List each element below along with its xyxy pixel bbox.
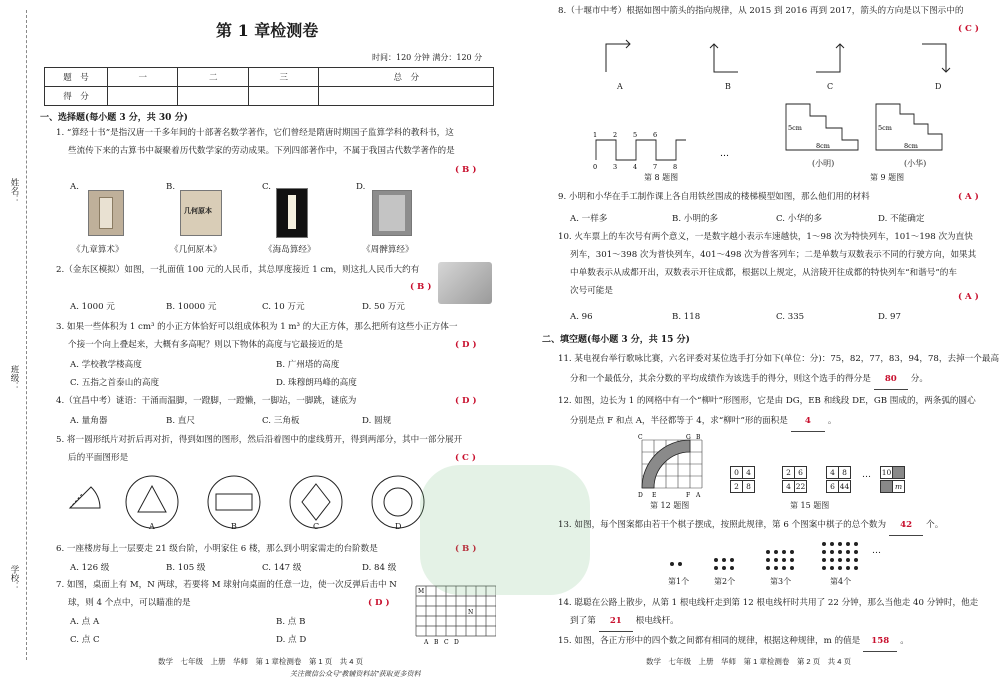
q2-option: D. 50 万元 [362,302,405,312]
q10-option: B. 118 [672,312,701,322]
time-score-meta: 时间：120 分钟 满分：120 分 [372,53,483,62]
book-cover-jihe [180,190,222,236]
q13-label: 第3个 [770,577,792,586]
size-label: 8cm [904,142,918,150]
dot [730,558,734,562]
grid-label-c: C [444,639,449,644]
q4-option: C. 三角板 [262,416,300,426]
grid-bottom-label: E [652,492,657,499]
q15-cell: 2 [782,466,795,479]
q8-caption: 第 8 题图 [644,173,679,182]
q15-cell: 4 [782,480,795,493]
q15-cell: 44 [839,482,850,491]
q1-letter: D. [356,182,366,192]
q14-answer-blank[interactable]: 21 [599,612,633,632]
q7-option: B. 点 B [276,617,306,627]
q8-line1: 8.（十堰市中考）根据如图中箭头的指向规律，从 2015 到 2016 再到 2017，箭头的方向是以下图示中的 [558,6,964,16]
q10-option: C. 335 [776,312,805,322]
q5-letter: B [231,522,237,531]
axis-label: 0 [593,163,598,171]
q4-option: A. 量角器 [70,416,108,426]
axis-label: 8 [673,163,678,171]
q1-answer: ( B ) [455,165,477,175]
score-header-cell: 总 分 [319,68,494,87]
grid-top-label: B [696,434,701,441]
q12-line1: 12. 如图，边长为 1 的网格中有一个“柳叶”形图形，它是由 DG，EB 和线段 DE，GB 围成的，两条弧的圆心 [558,396,976,406]
axis-label: 1 [593,131,598,139]
side-label-name: 姓名： [9,178,19,204]
q12-text-b: 。 [827,416,837,426]
q1-line2: 些流传下来的古算书中凝聚着历代数学家的劳动成果。下列四部著作中，不属于我国古代数学著作的是 [68,146,455,156]
score-table [44,67,494,106]
q15-cell: 22 [795,482,806,491]
q8-ellipsis: … [720,149,729,159]
dot [782,566,786,570]
q15-cell: 6 [794,466,807,479]
dot [846,566,850,570]
q10-line1: 10. 火车票上的车次号有两个意义，一是数字越小表示车速越快，1～98 次为特快列车，101～198 次为直快 [558,232,973,242]
q13-ellipsis: … [872,546,881,556]
grid-label-n: N [468,609,474,616]
q15-cell: 4 [742,466,755,479]
q15-line1 [558,632,909,652]
q12-willow-leaf-figure [636,434,706,500]
q14-text-b: 根电线杆。 [635,616,679,626]
dot [846,550,850,554]
q15-caption: 第 15 题图 [790,501,830,510]
q9-option: C. 小华的多 [776,214,823,224]
q15-cell: 4 [826,466,839,479]
q9-option: B. 小明的多 [672,214,719,224]
q13-answer-blank[interactable]: 42 [889,516,923,536]
q15-text-b: 。 [900,636,909,646]
q5-letter: D [395,522,402,531]
q10-option: A. 96 [570,312,593,322]
dot [822,542,826,546]
dot [846,558,850,562]
dot [670,562,674,566]
q3-line2: 个接一个向上叠起来，大概有多高呢？则以下物体的高度与它最接近的是 [68,340,344,350]
size-label: 8cm [816,142,830,150]
q10-line2: 列车，301～398 次为普快列车，401～498 次为普客列车；二是单数与双数表示不同的行驶方向，如果其 [570,250,977,260]
grid-label-m: M [418,588,425,595]
dot [782,558,786,562]
q1-name: 《海岛算经》 [264,245,316,255]
q13-label: 第1个 [668,577,690,586]
q1-name: 《周髀算经》 [362,245,414,255]
q14-text-a: 到了第 [570,616,596,626]
dot [838,550,842,554]
axis-label: 3 [613,163,618,171]
score-cell[interactable] [248,87,318,106]
q14-line2 [570,612,679,632]
q15-cell: 10 [881,468,892,477]
side-label-school: 学校： [9,565,19,591]
dot [722,558,726,562]
q3-option: A. 学校教学楼高度 [70,360,142,370]
bottom-note: 关注微信公众号“教辅资料站”获取更多资料 [290,671,421,678]
q7-option: D. 点 D [276,635,307,645]
q15-cell [892,466,905,479]
grid-label-d: D [454,639,459,644]
grid-bottom-label: D [638,492,643,499]
q4-answer: ( D ) [455,396,477,406]
dot [822,558,826,562]
dot [790,566,794,570]
q7-option: C. 点 C [70,635,100,645]
axis-label: 7 [653,163,658,171]
q3-answer: ( D ) [455,340,477,350]
q14-line1: 14. 聪聪在公路上散步，从第 1 根电线杆走到第 12 根电线杆时共用了 22 分钟，那么当他走 40 分钟时，他走 [558,598,979,608]
dot [766,558,770,562]
q1-letter: B. [166,182,176,192]
dot [790,558,794,562]
banknote-stack-image [438,262,492,304]
q2-option: A. 1000 元 [70,302,115,312]
dot [846,542,850,546]
book-cover-jiuzhang [88,190,124,236]
q10-answer: ( A ) [958,292,979,302]
book-cover-haidao [276,188,308,238]
q12-text-a: 分别是点 F 和点 A，半径都等于 4，求“柳叶”形的面积是 [570,416,788,426]
dot [774,566,778,570]
q9-owner-label: (小明) [812,159,835,168]
dot [766,550,770,554]
q11-line2 [570,370,928,390]
q13-label: 第4个 [830,577,852,586]
dot [854,566,858,570]
grid-bottom-label: A [696,492,701,499]
q9-answer: ( A ) [958,192,979,202]
dot [730,566,734,570]
q5-answer: ( C ) [455,453,476,463]
dot [714,558,718,562]
dot [774,558,778,562]
q5-line2: 后的平面图形是 [68,453,129,463]
q4-option: D. 圆规 [362,416,392,426]
dot [830,550,834,554]
cut-line [26,10,27,660]
q2-option: B. 10000 元 [166,302,217,312]
q5-letter: C [313,522,320,531]
q6-line1: 6. 一座楼房每上一层要走 21 级台阶，小明家住 6 楼，那么到小明家需走的台阶数是 [56,544,378,554]
dot [854,542,858,546]
dot [678,562,682,566]
axis-label: 5 [633,131,638,139]
q15-ellipsis: … [862,470,871,480]
dot [854,558,858,562]
q8-letter: D [935,82,942,91]
q11-text-b: 分。 [910,374,928,384]
q1-letter: C. [262,182,272,192]
q3-option: B. 广州塔的高度 [276,360,340,370]
q15-cell: 2 [730,480,743,493]
axis-label: 6 [653,131,658,139]
q15-cell: 8 [838,466,851,479]
dot [790,550,794,554]
right-page [500,0,1000,680]
score-cell[interactable] [108,87,178,106]
q10-line4: 次号可能是 [570,286,613,296]
dot [830,558,834,562]
q15-cell: 8 [742,480,755,493]
q2-line1: 2.（金东区模拟）如图，一扎面值 100 元的人民币，其总厚度接近 1 cm，则这扎人民币大约有 [56,265,420,275]
q8-arrow-pattern-figure [590,130,790,172]
q15-cell: 6 [826,480,839,493]
score-header-cell: 二 [178,68,248,87]
q15-cell: m [892,480,905,493]
q8-letter: C [827,82,834,91]
grid-bottom-label: F [686,492,691,499]
q12-answer-blank[interactable]: 4 [791,412,825,432]
score-header-cell: 题 号 [45,68,108,87]
score-row-label: 得 分 [45,87,108,106]
q13-text-b: 个。 [926,520,944,530]
q3-option: D. 珠穆朗玛峰的高度 [276,378,357,388]
footer-right: 数学 七年级 上册 华师 第 1 章检测卷 第 2 页 共 4 页 [646,657,852,666]
q5-line1: 5. 将一圆形纸片对折后再对折，得到如图的图形，然后沿着图中的虚线剪开，得到两部分，其中一部分展开 [56,435,463,445]
q7-line1: 7. 如图，桌面上有 M，N 两球，若要将 M 球射向桌面的任意一边，使一次反弹后击中 N [56,580,397,590]
dot [838,566,842,570]
q12-caption: 第 12 题图 [650,501,690,510]
dot [722,566,726,570]
q9-caption: 第 9 题图 [870,173,905,182]
q13-text-a: 13. 如图，每个图案都由若干个棋子摆成，按照此规律，第 6 个图案中棋子的总个数为 [558,520,887,530]
q8-answer: ( C ) [958,24,979,34]
side-label-class: 班级： [9,365,19,391]
q7-line2: 球，则 4 个点中，可以瞄准的是 [68,598,191,608]
grid-label-a: A [424,639,429,644]
q11-text-a: 分和一个最低分，其余分数的平均成绩作为该选手的得分，则这个选手的得分是 [570,374,871,384]
q5-letter: A [149,522,155,531]
dot [854,550,858,554]
dot [822,550,826,554]
q13-label: 第2个 [714,577,736,586]
q6-option: D. 84 级 [362,563,397,573]
q6-option: A. 126 级 [70,563,110,573]
q8-letter: A [617,82,623,91]
q9-owner-label: (小华) [904,159,927,168]
book-b-title: 几何原本 [184,206,212,215]
q2-answer: ( B ) [410,282,432,292]
q8-arrow-options [600,38,960,88]
q1-name: 《几何原本》 [170,245,222,255]
q3-line1: 3. 如果一些体积为 1 cm³ 的小正方体恰好可以组成体积为 1 m³ 的大正方体，那么把所有这些小正方体一 [56,322,458,332]
q9-staircase-figure [782,100,992,156]
dot [838,542,842,546]
q13-line1 [558,516,943,536]
q6-answer: ( B ) [455,544,477,554]
q9-option: D. 不能确定 [878,214,925,224]
q15-text-a: 15. 如图，各正方形中的四个数之间都有相同的规律，根据这种规律，m 的值是 [558,636,861,646]
q1-line1: 1. “算经十书”是指汉唐一千多年间的十部著名数学著作，它们曾经是隋唐时期国子监算学科的教科书，这 [56,128,454,138]
dot [774,550,778,554]
dot [714,566,718,570]
score-cell[interactable] [178,87,248,106]
dot [830,542,834,546]
q1-name: 《九章算术》 [72,245,124,255]
dot [822,566,826,570]
q4-option: B. 直尺 [166,416,195,426]
grid-label-b: B [434,639,439,644]
q15-answer-blank[interactable]: 158 [863,632,897,652]
size-label: 5cm [878,124,892,132]
q7-option: A. 点 A [70,617,100,627]
q11-line1: 11. 某电视台举行歌咏比赛，六名评委对某位选手打分如下(单位：分)：75，82，77，83，94，78，去掉一个最高 [558,354,1000,364]
q4-line1: 4.（宜昌中考）谜语：干涌而温脚，一蹬脚，一蹬懒，一脚站，一脚跳，谜底为 [56,396,357,406]
q8-letter: B [725,82,731,91]
dot [830,566,834,570]
q6-option: B. 105 级 [166,563,206,573]
score-cell[interactable] [319,87,494,106]
grid-top-label: C [638,434,643,441]
grid-top-label: G [686,434,691,441]
section-fill-heading: 二、填空题(每小题 3 分，共 15 分) [542,335,690,345]
q12-line2 [570,412,836,432]
section-choice-heading: 一、选择题(每小题 3 分，共 30 分) [40,113,188,123]
score-header-cell: 一 [108,68,178,87]
axis-label: 4 [633,163,638,171]
q10-option: D. 97 [878,312,901,322]
q6-option: C. 147 级 [262,563,302,573]
q7-answer: ( D ) [368,598,390,608]
q15-cell: 0 [730,466,743,479]
dot [782,550,786,554]
footer-left: 数学 七年级 上册 华师 第 1 章检测卷 第 1 页 共 4 页 [158,657,364,666]
dot [766,566,770,570]
q1-letter: A. [70,182,79,192]
q3-option: C. 五指之首泰山的高度 [70,378,160,388]
axis-label: 2 [613,131,618,139]
book-cover-zhoubi [372,190,412,236]
dot [838,558,842,562]
score-header-cell: 三 [248,68,318,87]
q10-line3: 中单数表示从成都开出，双数表示开往成都，根据以上规定，从涪陵开往成都的特快列车“和谐号”的车 [570,268,957,278]
q9-line1: 9. 小明和小华在手工制作课上各自用铁丝围成的楼梯模型如图，那么他们用的材料 [558,192,870,202]
q11-answer-blank[interactable]: 80 [874,370,908,390]
q2-option: C. 10 万元 [262,302,305,312]
q9-option: A. 一样多 [570,214,608,224]
page-title: 第 1 章检测卷 [216,21,319,40]
size-label: 5cm [788,124,802,132]
